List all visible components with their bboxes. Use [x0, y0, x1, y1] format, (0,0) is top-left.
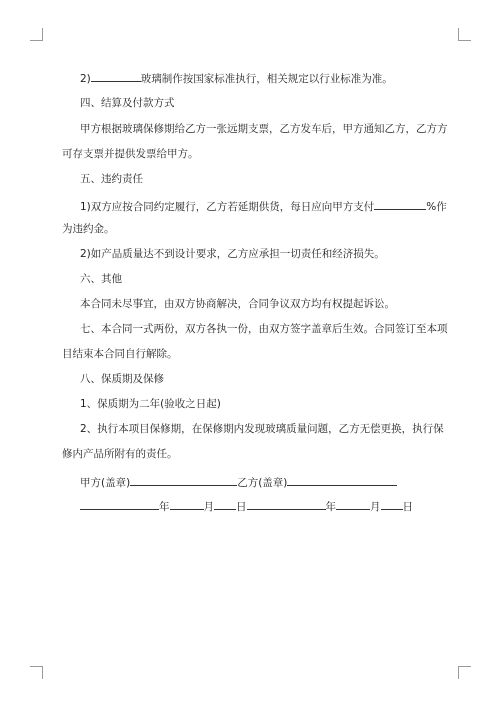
day-label: 日	[402, 501, 413, 513]
year-field[interactable]	[247, 498, 326, 510]
day-field[interactable]	[381, 498, 403, 510]
signature-parties-line	[80, 474, 440, 490]
signature-field-party-a[interactable]	[130, 474, 237, 486]
year-label: 年	[325, 501, 336, 513]
signature-field-party-b[interactable]	[287, 474, 397, 486]
paragraph-line: 为违约金。	[62, 223, 115, 235]
paragraph-line: 目结束本合同自行解除。	[62, 348, 178, 360]
paragraph-text: 1)双方应按合同约定履行，乙方若延期供货，每日应向甲方支付	[80, 201, 375, 213]
crop-mark-bottom-left	[30, 666, 43, 679]
month-label: 月	[203, 501, 214, 513]
blank-field	[91, 70, 141, 82]
paragraph-line: 2)如产品质量达不到设计要求，乙方应承担一切责任和经济损失。	[80, 248, 385, 260]
month-field[interactable]	[336, 498, 370, 510]
year-label: 年	[159, 501, 170, 513]
paragraph-line: 2、执行本项目保修期，在保修期内发现玻璃质量问题，乙方无偿更换，执行保	[80, 423, 444, 435]
month-label: 月	[370, 501, 381, 513]
paragraph-text: %作	[426, 201, 447, 213]
paragraph-line: 1、保质期为二年(验收之日起)	[80, 398, 221, 410]
section-heading: 八、保质期及保修	[80, 373, 164, 385]
party-a-label: 甲方(盖章)	[80, 477, 131, 489]
day-field[interactable]	[214, 498, 236, 510]
paragraph-line: 可存支票并提供发票给甲方。	[62, 148, 199, 160]
paragraph-line: 本合同未尽事宜，由双方协商解决，合同争议双方均有权提起诉讼。	[80, 298, 395, 310]
paragraph-line: 修内产品所附有的责任。	[62, 448, 178, 460]
year-field[interactable]	[80, 498, 159, 510]
crop-mark-top-left	[30, 28, 43, 41]
section-heading: 五、违约责任	[80, 173, 143, 185]
clause-line	[80, 70, 425, 86]
crop-mark-top-right	[458, 28, 471, 41]
blank-field	[374, 198, 426, 210]
signature-date-line	[80, 498, 440, 514]
clause-text: 玻璃制作按国家标准执行，相关规定以行业标准为准。	[140, 73, 393, 85]
paragraph-line: 七、本合同一式两份，双方各执一份，由双方签字盖章后生效。合同签订至本项	[80, 323, 448, 335]
crop-mark-bottom-right	[458, 666, 471, 679]
day-label: 日	[236, 501, 247, 513]
section-heading: 四、结算及付款方式	[80, 97, 175, 109]
party-b-label: 乙方(盖章)	[237, 477, 288, 489]
section-heading: 六、其他	[80, 273, 122, 285]
paragraph-line: 甲方根据玻璃保修期给乙方一张远期支票，乙方发车后，甲方通知乙方，乙方方	[80, 123, 448, 135]
clause-number: 2)	[80, 73, 91, 85]
paragraph-line	[80, 198, 447, 214]
month-field[interactable]	[170, 498, 204, 510]
